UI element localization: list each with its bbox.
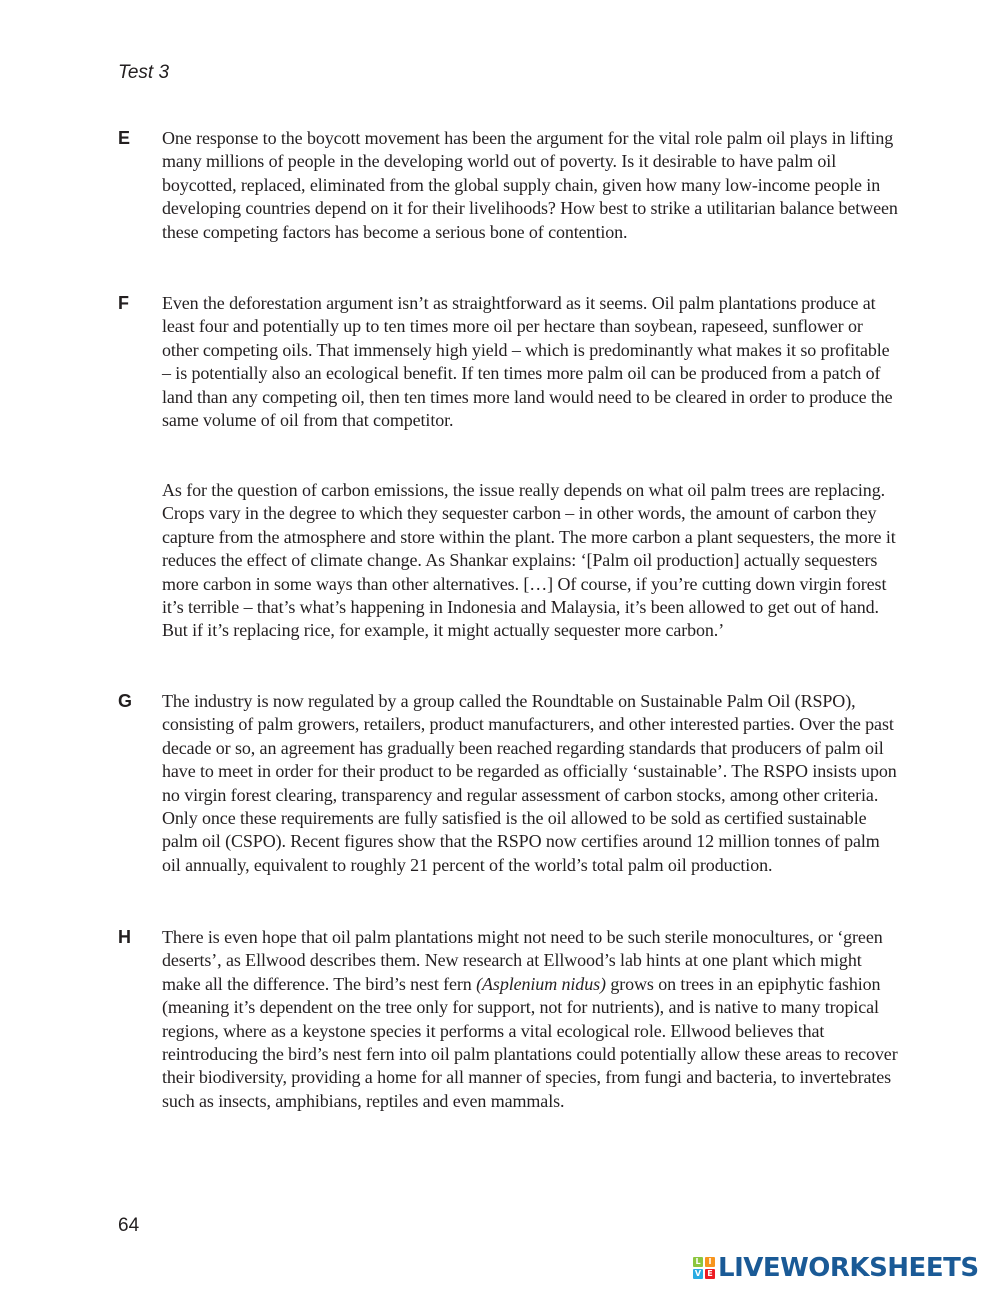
section-letter: G	[118, 691, 133, 711]
logo-square: E	[705, 1269, 715, 1279]
paragraph-text: grows on trees in an epiphytic fashion (meaning it’s dependent on the tree only for support, not for nutrients), and is native to many tropical regions, where as a keystone species it performs a vital ecological role. Ellwood believes that reintroducing the bird’s nest fern into oil palm plantations could potentially allow these areas to recover their biodiversity, providing a home for all manner of species, from fungi and bacteria, to invertebrates such as insects, amphibians, reptiles and even mammals.	[162, 973, 898, 1111]
section-h-paragraph	[162, 926, 900, 1113]
section-letter: H	[118, 927, 131, 947]
paragraph-text: There is even hope that oil palm plantations might not need to be such sterile monocultures, or ‘green deserts’, as Ellwood describes them. New research at Ellwood’s lab hints at one plant which might make all the difference. The bird’s nest fern	[162, 927, 883, 994]
logo-square: I	[705, 1257, 715, 1267]
section-letter: F	[118, 293, 129, 313]
section-letter: E	[118, 128, 131, 148]
logo-square: V	[694, 1269, 702, 1278]
liveworksheets-logo	[693, 1253, 979, 1283]
species-name: (Asplenium nidus)	[476, 973, 606, 994]
logo-square: L	[693, 1257, 703, 1267]
page-number: 64	[118, 1215, 140, 1236]
page-header-title: Test 3	[118, 62, 170, 83]
section-e-paragraph: One response to the boycott movement has been the argument for the vital role palm oil plays in lifting many millions of people in the developing world out of poverty. Is it desirable to have palm oil boycotted, replaced, eliminated from the global supply chain, given how many low-income people in developing countries depend on it for their livelihoods? How best to strike a utilitarian balance between these competing factors has become a serious bone of contention.	[162, 128, 898, 242]
section-f-paragraph-1: Even the deforestation argument isn’t as straightforward as it seems. Oil palm plantations produce at least four and potentially up to ten times more oil per hectare than soybean, rapeseed, sunflower or other competing oils. That immensely high yield – which is predominantly what makes it so profitable – is potentially also an ecological benefit. If ten times more palm oil can be produced from a patch of land than any competing oil, then ten times more land would need to be cleared in order to produce the same volume of oil from that competitor.	[162, 293, 893, 431]
section-g-paragraph: The industry is now regulated by a group called the Roundtable on Sustainable Palm Oil (RSPO), consisting of palm growers, retailers, product manufacturers, and other interested parties. Over the past decade or so, an agreement has gradually been reached regarding standards that producers of palm oil have to meet in order for their product to be regarded as officially ‘sustainable’. The RSPO insists upon no virgin forest clearing, transparency and regular assessment of carbon stocks, among other criteria. Only once these requirements are fully satisfied is the oil allowed to be sold as certified sustainable palm oil (CSPO). Recent figures show that the RSPO now certifies around 12 million tonnes of palm oil annually, equivalent to roughly 21 percent of the world’s total palm oil production.	[162, 691, 897, 875]
logo-text: LIVEWORKSHEETS	[718, 1253, 979, 1283]
logo-squares-icon	[693, 1257, 715, 1279]
section-f-paragraph-2: As for the question of carbon emissions, the issue really depends on what oil palm trees are replacing. Crops vary in the degree to which they sequester carbon – in other words, the amount of carbon they capture from the atmosphere and store within the plant. The more carbon a plant sequesters, the more it reduces the effect of climate change. As Shankar explains: ‘[Palm oil production] actually sequesters more carbon in some ways than other alternatives. […] Of course, if you’re cutting down virgin forest it’s terrible – that’s what’s happening in Indonesia and Malaysia, it’s been allowed to get out of hand. But if it’s replacing rice, for example, it might actually sequester more carbon.’	[162, 480, 896, 641]
